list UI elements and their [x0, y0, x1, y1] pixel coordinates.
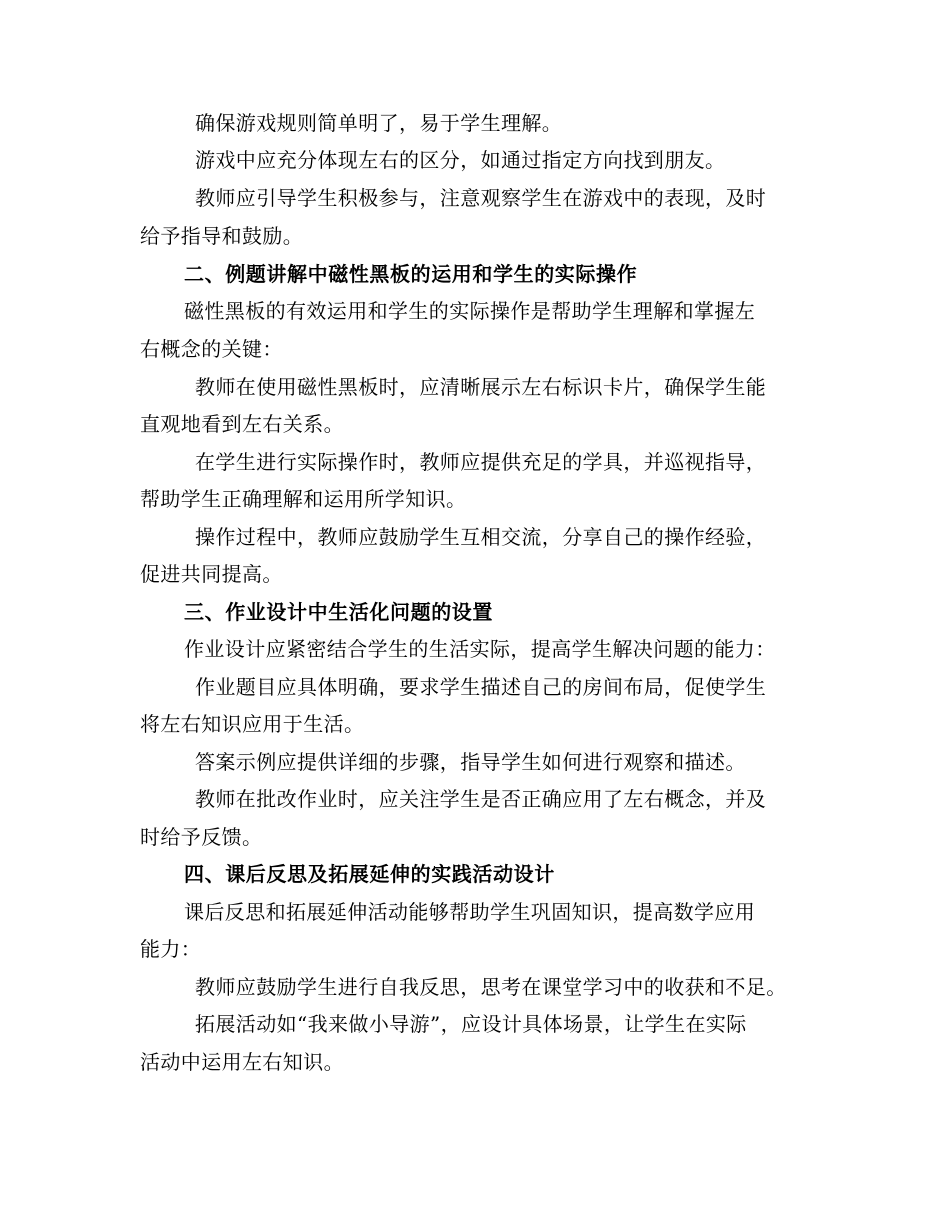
paragraph-line: 操作过程中，教师应鼓励学生互相交流，分享自己的操作经验， [195, 525, 767, 549]
paragraph-line: 将左右知识应用于生活。 [140, 712, 365, 736]
paragraph-line: 右概念的关键： [140, 337, 283, 361]
paragraph-line: 直观地看到左右关系。 [140, 412, 344, 436]
section-heading: 二、例题讲解中磁性黑板的运用和学生的实际操作 [184, 262, 638, 286]
section-heading: 三、作业设计中生活化问题的设置 [184, 600, 493, 624]
paragraph-line: 教师在批改作业时，应关注学生是否正确应用了左右概念，并及 [195, 787, 767, 811]
paragraph-line: 教师应鼓励学生进行自我反思，思考在课堂学习中的收获和不足。 [195, 975, 787, 999]
paragraph-line: 确保游戏规则简单明了，易于学生理解。 [195, 111, 563, 135]
paragraph-line: 游戏中应充分体现左右的区分，如通过指定方向找到朋友。 [195, 148, 726, 172]
paragraph-line: 课后反思和拓展延伸活动能够帮助学生巩固知识，提高数学应用 [184, 900, 756, 924]
paragraph-line: 作业设计应紧密结合学生的生活实际，提高学生解决问题的能力： [184, 637, 776, 661]
paragraph-line: 拓展活动如“我来做小导游”，应设计具体场景，让学生在实际 [195, 1012, 747, 1036]
paragraph-line: 活动中运用左右知识。 [140, 1050, 344, 1074]
paragraph-line: 在学生进行实际操作时，教师应提供充足的学具，并巡视指导， [195, 450, 767, 474]
paragraph-line: 给予指导和鼓励。 [140, 224, 304, 248]
paragraph-line: 教师应引导学生积极参与，注意观察学生在游戏中的表现，及时 [195, 186, 767, 210]
paragraph-line: 帮助学生正确理解和运用所学知识。 [140, 487, 467, 511]
paragraph-line: 磁性黑板的有效运用和学生的实际操作是帮助学生理解和掌握左 [184, 299, 756, 323]
paragraph-line: 答案示例应提供详细的步骤，指导学生如何进行观察和描述。 [195, 750, 746, 774]
section-heading: 四、课后反思及拓展延伸的实践活动设计 [184, 862, 555, 886]
paragraph-line: 教师在使用磁性黑板时，应清晰展示左右标识卡片，确保学生能 [195, 375, 767, 399]
paragraph-line: 促进共同提高。 [140, 562, 283, 586]
paragraph-line: 能力： [140, 937, 202, 961]
paragraph-line: 时给予反馈。 [140, 825, 263, 849]
paragraph-line: 作业题目应具体明确，要求学生描述自己的房间布局，促使学生 [195, 675, 767, 699]
